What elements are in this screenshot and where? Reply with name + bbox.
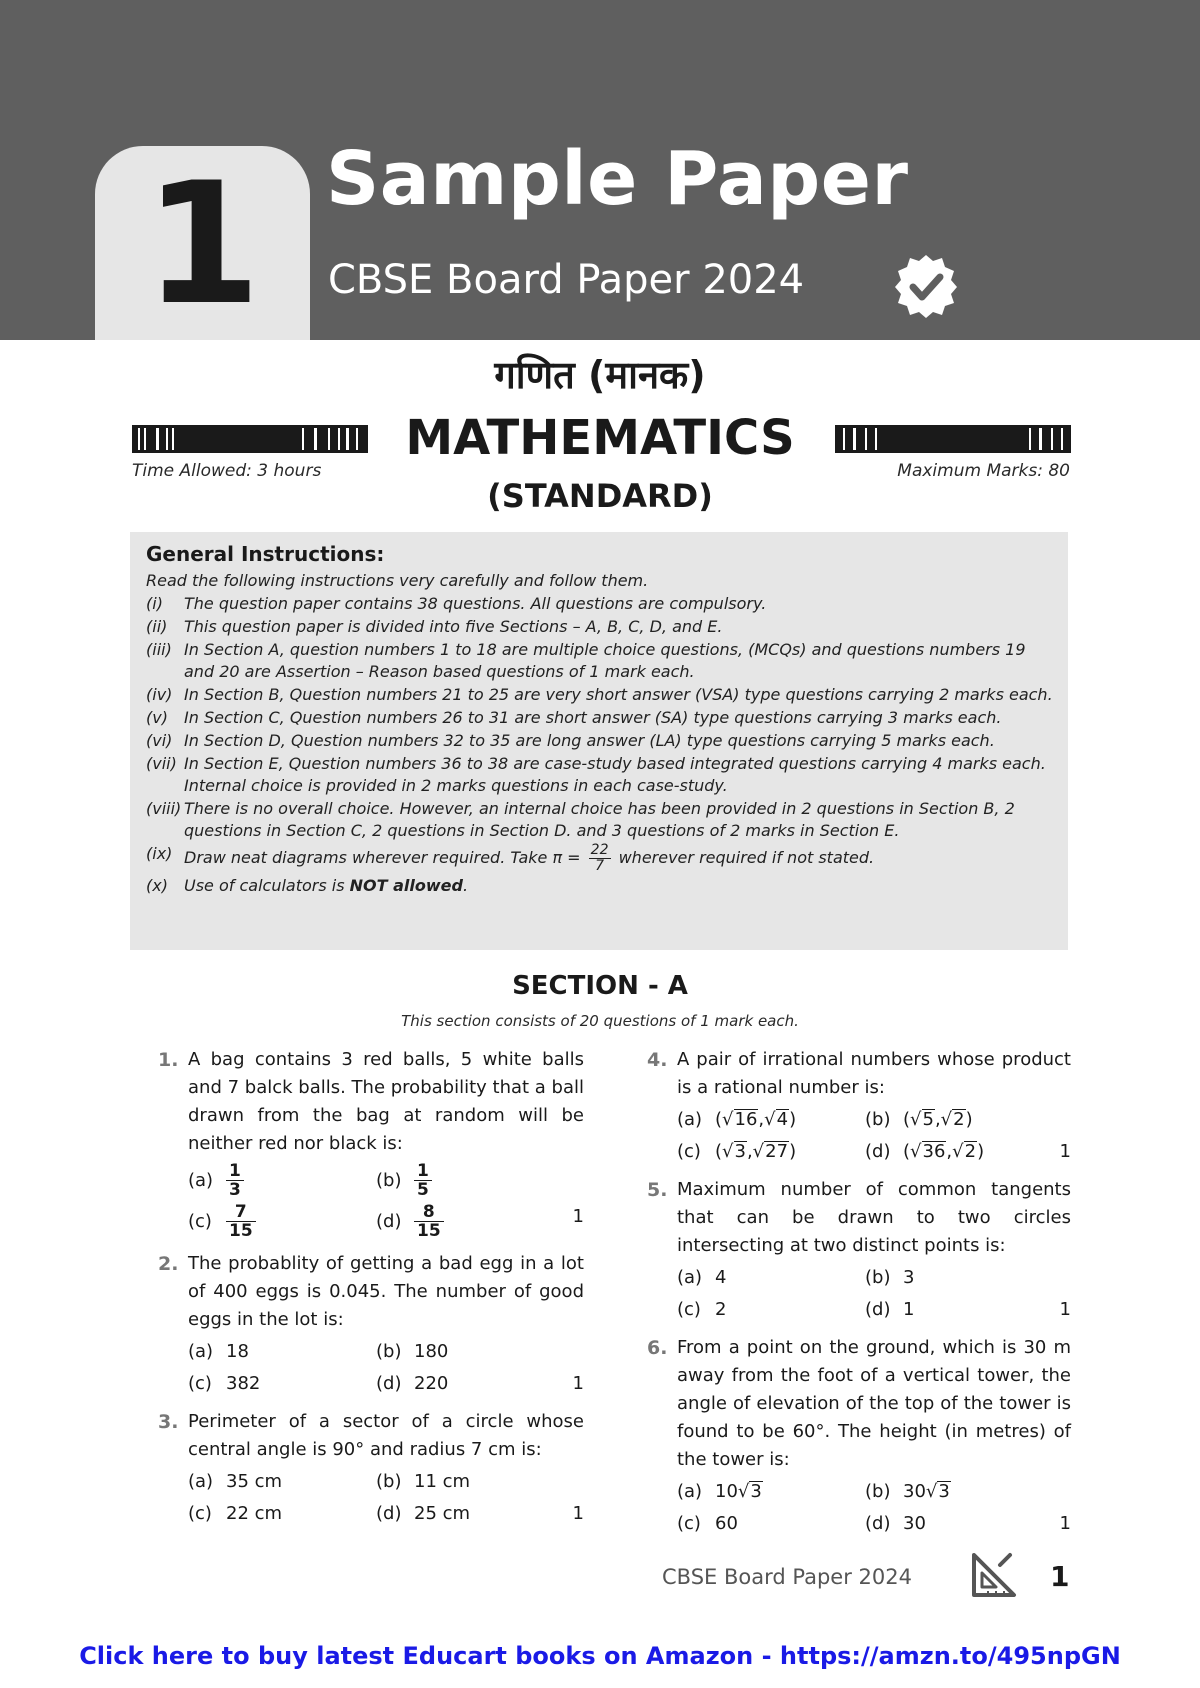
set-square-icon [970, 1551, 1018, 1599]
option-label: (a) [677, 1267, 703, 1288]
paper-number-tab [95, 146, 310, 340]
option-label: (c) [188, 1373, 212, 1394]
fraction-denominator: 15 [417, 1221, 441, 1241]
question-options [188, 1162, 584, 1240]
coefficient: 10 [715, 1481, 738, 1502]
option-fraction [414, 1203, 444, 1240]
radicand: 4 [776, 1109, 789, 1130]
instruction-text-after: . [462, 876, 469, 895]
question-body [677, 1334, 1071, 1538]
option-value: 4 [715, 1267, 727, 1288]
option-label: (c) [188, 1210, 212, 1232]
option-label: (b) [865, 1109, 891, 1130]
question-options [677, 1478, 1071, 1538]
option [865, 1510, 1041, 1538]
instruction-text: In Section A, question numbers 1 to 18 are multiple choice questions, (MCQs) and questions numbers 19 and 20 are Assertion – Reason based questions of 1 mark each. [184, 640, 1026, 681]
instruction-text: In Section D, Question numbers 32 to 35 are long answer (LA) type questions carrying 5 marks each. [184, 731, 995, 750]
instruction-text: In Section E, Question numbers 36 to 38 are case-study based integrated questions carrying 4 marks each. Internal choice is provided in 2 marks questions in each case-study. [184, 754, 1046, 795]
option-label: (c) [677, 1141, 701, 1162]
option-value [226, 1162, 244, 1199]
instruction-number: (iv) [146, 685, 173, 704]
questions-right-column [647, 1046, 1071, 1548]
option [865, 1478, 1041, 1506]
subject-title: MATHEMATICS [405, 410, 795, 466]
option-value: (√5,√2) [903, 1109, 973, 1130]
option-label: (d) [376, 1503, 402, 1524]
question-text: From a point on the ground, which is 30 m away from the foot of a vertical tower, the angle of elevation of the top of the tower is found to be 60°. The height (in metres) of the tower is: [677, 1337, 1071, 1470]
instruction-emphasis: NOT allowed [349, 876, 463, 895]
option [376, 1162, 554, 1199]
question-text: A pair of irrational numbers whose product is a rational number is: [677, 1049, 1071, 1098]
option-label: (d) [865, 1141, 891, 1162]
question-body [188, 1250, 584, 1398]
section-title: SECTION - A [512, 971, 688, 1001]
option-value: 18 [226, 1341, 249, 1362]
question-text: Maximum number of common tangents that can be drawn to two circles intersecting at two distinct points is: [677, 1179, 1071, 1256]
option [677, 1138, 865, 1166]
marks-spacer [554, 1468, 584, 1496]
marks-spacer [554, 1338, 584, 1366]
question-options [188, 1468, 584, 1528]
question-item [647, 1334, 1071, 1538]
amazon-promo-link[interactable]: Click here to buy latest Educart books on Amazon - https://amzn.to/495npGN [79, 1642, 1121, 1670]
option [188, 1370, 376, 1398]
question-marks: 1 [1059, 1513, 1071, 1534]
option-fraction [226, 1162, 244, 1199]
question-number: 4. [647, 1049, 668, 1071]
option-value [414, 1162, 432, 1199]
option [376, 1338, 554, 1366]
option [376, 1468, 554, 1496]
fraction-numerator: 1 [414, 1162, 432, 1181]
radicand: 2 [964, 1141, 977, 1162]
fraction-denominator: 15 [229, 1221, 253, 1241]
option-value: 60 [715, 1513, 738, 1534]
page-number: 1 [1050, 1560, 1070, 1593]
instruction-text [184, 875, 1054, 897]
option [188, 1500, 376, 1528]
question-item [158, 1046, 584, 1240]
option-label: (a) [677, 1481, 703, 1502]
option-label: (b) [865, 1481, 891, 1502]
option-label: (d) [865, 1513, 891, 1534]
instruction-number: (iii) [146, 640, 172, 659]
option-label: (a) [188, 1471, 214, 1492]
question-marks: 1 [1059, 1141, 1071, 1162]
instruction-item [146, 798, 1054, 842]
instruction-item [146, 843, 1054, 874]
instruction-item [146, 639, 1054, 683]
fraction-numerator: 8 [414, 1203, 444, 1222]
instruction-item [146, 753, 1054, 797]
radicand: 36 [922, 1141, 946, 1162]
radicand: 5 [922, 1109, 934, 1130]
instruction-text: The question paper contains 38 questions. All questions are compulsory. [184, 594, 767, 613]
section-note: This section consists of 20 questions of 1 mark each. [401, 1012, 799, 1030]
option [376, 1500, 554, 1528]
instruction-item [146, 684, 1054, 706]
radicand: 3 [734, 1141, 746, 1162]
fraction-denominator: 3 [229, 1180, 241, 1200]
instruction-number: (viii) [146, 799, 182, 818]
question-options [188, 1338, 584, 1398]
page-title: Sample Paper [326, 136, 909, 222]
instruction-text: In Section C, Question numbers 26 to 31 are short answer (SA) type questions carrying 3 marks each. [184, 708, 1002, 727]
question-marks: 1 [572, 1503, 584, 1524]
fraction-denominator: 7 [595, 858, 605, 874]
hindi-subject-title: गणित (मानक) [494, 353, 706, 397]
option-label: (d) [865, 1299, 891, 1320]
question-options [677, 1106, 1071, 1166]
option-value: 1 [903, 1299, 915, 1320]
option-value: (√36,√2) [903, 1141, 985, 1162]
option-label: (c) [188, 1503, 212, 1524]
question-number: 5. [647, 1179, 668, 1201]
option-label: (b) [376, 1341, 402, 1362]
option [677, 1264, 865, 1292]
option-value: 220 [414, 1373, 449, 1394]
option-value: 180 [414, 1341, 449, 1362]
instruction-number: (vii) [146, 754, 177, 773]
option [865, 1138, 1041, 1166]
instruction-item [146, 707, 1054, 729]
coefficient: 30 [903, 1481, 926, 1502]
option-label: (c) [677, 1299, 701, 1320]
instruction-number: (i) [146, 594, 163, 613]
instructions-list [146, 593, 1054, 897]
instructions-intro: Read the following instructions very carefully and follow them. [146, 571, 649, 590]
option-value: 382 [226, 1373, 261, 1394]
option-value [226, 1203, 256, 1240]
option-value: 35 cm [226, 1471, 283, 1492]
option-value [414, 1203, 444, 1240]
questions-left-column [158, 1046, 584, 1538]
option-value: 3 [903, 1267, 915, 1288]
fraction-numerator: 1 [226, 1162, 244, 1181]
option [188, 1338, 376, 1366]
instruction-item [146, 730, 1054, 752]
option-fraction [226, 1203, 256, 1240]
option [677, 1478, 865, 1506]
page-subtitle: CBSE Board Paper 2024 [328, 257, 805, 303]
option-label: (d) [376, 1373, 402, 1394]
marks-spacer [1041, 1264, 1071, 1292]
question-item [158, 1408, 584, 1528]
option-value: 30√3 [903, 1481, 950, 1502]
option [188, 1203, 376, 1240]
option-value: (√16,√4) [715, 1109, 797, 1130]
question-number: 6. [647, 1337, 668, 1359]
question-text: The probablity of getting a bad egg in a lot of 400 eggs is 0.045. The number of good eggs in the lot is: [188, 1253, 584, 1330]
question-marks: 1 [1059, 1299, 1071, 1320]
question-text: Perimeter of a sector of a circle whose central angle is 90° and radius 7 cm is: [188, 1411, 584, 1460]
instruction-text-before: Draw neat diagrams wherever required. Take π = [184, 848, 581, 867]
question-item [158, 1250, 584, 1398]
option-label: (c) [677, 1513, 701, 1534]
instruction-item [146, 875, 1054, 897]
option-label: (b) [865, 1267, 891, 1288]
general-instructions-box [130, 532, 1068, 950]
radicand: 27 [765, 1141, 789, 1162]
option [188, 1468, 376, 1496]
option [677, 1510, 865, 1538]
instruction-number: (ii) [146, 617, 168, 636]
instruction-number: (x) [146, 876, 168, 895]
radicand: 16 [734, 1109, 758, 1130]
question-body [188, 1046, 584, 1240]
question-text: A bag contains 3 red balls, 5 white balls and 7 balck balls. The probability that a ball drawn from the bag at random will be neither red nor black is: [188, 1049, 584, 1154]
paper-number: 1 [144, 146, 261, 342]
instruction-number: (v) [146, 708, 168, 727]
radicand: 3 [938, 1481, 950, 1502]
option-value: (√3,√27) [715, 1141, 797, 1162]
question-marks: 1 [572, 1206, 584, 1227]
marks-spacer [1041, 1478, 1071, 1506]
option-fraction [414, 1162, 432, 1199]
question-body [188, 1408, 584, 1528]
instruction-number: (ix) [146, 844, 173, 863]
instructions-heading: General Instructions: [146, 542, 385, 566]
question-item [647, 1176, 1071, 1324]
option-value: 10√3 [715, 1481, 762, 1502]
pi-fraction [589, 843, 611, 874]
question-body [677, 1176, 1071, 1324]
option-value: 25 cm [414, 1503, 471, 1524]
option [865, 1106, 1041, 1134]
option [865, 1296, 1041, 1324]
question-marks: 1 [572, 1373, 584, 1394]
option-label: (b) [376, 1169, 402, 1191]
option-value: 30 [903, 1513, 926, 1534]
fraction-denominator: 5 [417, 1180, 429, 1200]
radicand: 3 [750, 1481, 762, 1502]
footer-label: CBSE Board Paper 2024 [662, 1565, 912, 1589]
option-value: 2 [715, 1299, 727, 1320]
marks-spacer [1041, 1106, 1071, 1134]
marks-spacer [554, 1162, 584, 1199]
instruction-text-after: wherever required if not stated. [618, 848, 875, 867]
option-label: (d) [376, 1210, 402, 1232]
option-label: (b) [376, 1471, 402, 1492]
question-body [677, 1046, 1071, 1166]
fraction-numerator: 7 [226, 1203, 256, 1222]
option-label: (a) [677, 1109, 703, 1130]
time-allowed: Time Allowed: 3 hours [132, 461, 322, 481]
option-label: (a) [188, 1341, 214, 1362]
question-number: 1. [158, 1049, 179, 1071]
instruction-text-before: Use of calculators is [184, 876, 345, 895]
fraction-numerator: 22 [590, 842, 609, 858]
instruction-text: This question paper is divided into five Sections – A, B, C, D, and E. [184, 617, 723, 636]
subject-level: (STANDARD) [487, 477, 713, 515]
check-badge-icon [892, 252, 960, 320]
instruction-text [184, 843, 1054, 874]
question-number: 2. [158, 1253, 179, 1275]
instruction-item [146, 593, 1054, 615]
option [677, 1296, 865, 1324]
instruction-text: There is no overall choice. However, an internal choice has been provided in 2 questions in Section B, 2 questions in Section C, 2 questions in Section D. and 3 questions of 2 marks in Section E. [184, 799, 1015, 840]
option-value: 22 cm [226, 1503, 283, 1524]
option [865, 1264, 1041, 1292]
instruction-text: In Section B, Question numbers 21 to 25 are very short answer (VSA) type questions carrying 2 marks each. [184, 685, 1053, 704]
option [188, 1162, 376, 1199]
option [677, 1106, 865, 1134]
question-options [677, 1264, 1071, 1324]
instruction-item [146, 616, 1054, 638]
question-number: 3. [158, 1411, 179, 1433]
option [376, 1370, 554, 1398]
radicand: 2 [953, 1109, 965, 1130]
instruction-number: (vi) [146, 731, 173, 750]
option-label: (a) [188, 1169, 214, 1191]
option [376, 1203, 554, 1240]
maximum-marks: Maximum Marks: 80 [897, 461, 1070, 481]
question-item [647, 1046, 1071, 1166]
option-value: 11 cm [414, 1471, 471, 1492]
